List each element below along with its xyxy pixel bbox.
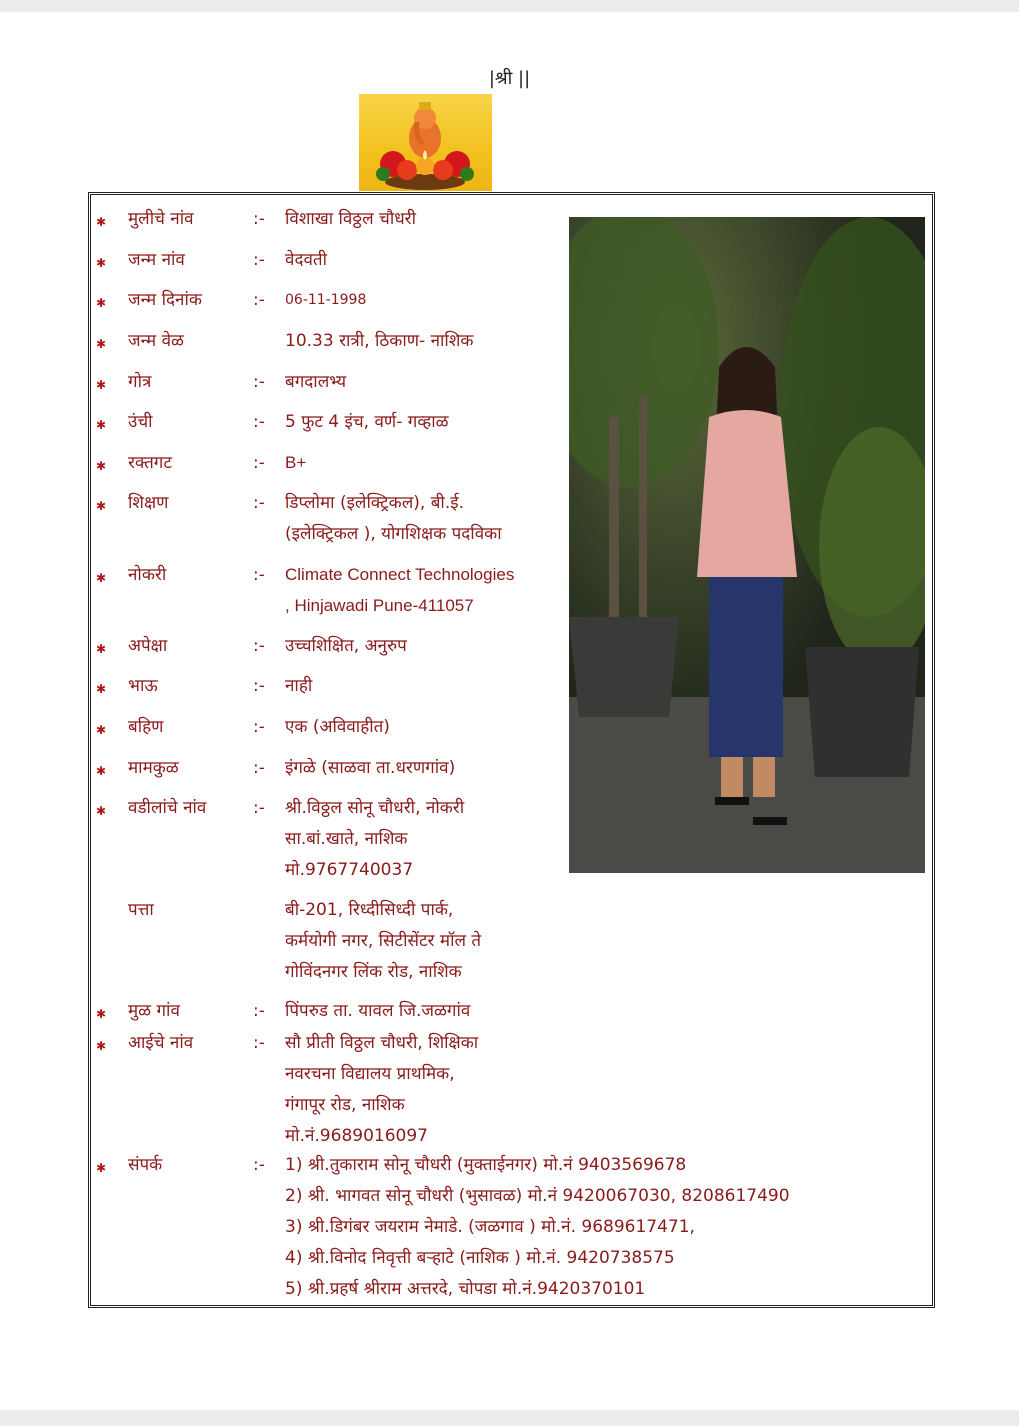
field-value-line: कर्मयोगी नगर, सिटीसेंटर मॉल ते — [285, 931, 482, 951]
field-value-line: नाही — [285, 676, 313, 696]
field-label: रक्तगट — [128, 453, 172, 473]
field-value-line: पिंपरुड ता. यावल जि.जळगांव — [285, 1001, 471, 1021]
field-value-line: उच्चशिक्षित, अनुरुप — [285, 636, 407, 656]
field-value-line: श्री.विठ्ठल सोनू चौधरी, नोकरी — [285, 798, 465, 818]
field-value-line: एक (अविवाहीत) — [285, 717, 390, 737]
biodata-page — [0, 12, 1019, 1410]
field-separator: :- — [253, 372, 265, 392]
field-value-line: बगदालभ्य — [285, 372, 347, 392]
field-value-line: 1) श्री.तुकाराम सोनू चौधरी (मुक्ताईनगर) मो.नं 9403569678 — [285, 1155, 687, 1175]
bullet-star-icon: ✱ — [96, 764, 107, 778]
bullet-star-icon: ✱ — [96, 337, 107, 351]
field-label: उंची — [128, 412, 153, 432]
field-label: जन्म दिनांक — [128, 290, 202, 310]
field-value — [285, 1001, 470, 1032]
field-value-line: 4) श्री.विनोद निवृत्ती बऱ्हाटे (नाशिक ) मो.नं. 9420738575 — [285, 1248, 675, 1268]
field-value-line: सौ प्रीती विठ्ठल चौधरी, शिक्षिका — [285, 1033, 479, 1053]
field-value — [285, 331, 473, 362]
bullet-star-icon: ✱ — [96, 378, 107, 392]
field-label: मुळ गांव — [128, 1001, 180, 1021]
bullet-star-icon: ✱ — [96, 459, 107, 473]
field-separator: :- — [253, 1155, 265, 1175]
bullet-star-icon: ✱ — [96, 1007, 107, 1021]
field-separator: :- — [253, 798, 265, 818]
field-value-line: गंगापूर रोड, नाशिक — [285, 1095, 405, 1115]
field-label: अपेक्षा — [128, 636, 168, 656]
field-value-line: गोविंदनगर लिंक रोड, नाशिक — [285, 962, 462, 982]
field-value — [285, 900, 481, 993]
field-label: बहिण — [128, 717, 164, 737]
field-value — [285, 412, 449, 443]
field-value-line: , Hinjawadi Pune-411057 — [285, 596, 474, 615]
field-value — [285, 717, 390, 748]
field-label: भाऊ — [128, 676, 158, 696]
profile-photo — [569, 217, 925, 873]
field-value-line: विशाखा विठ्ठल चौधरी — [285, 209, 417, 229]
field-separator: :- — [253, 758, 265, 778]
field-value-line: 10.33 रात्री, ठिकाण- नाशिक — [285, 331, 474, 351]
field-value-line: बी-201, रिध्दीसिध्दी पार्क, — [285, 900, 454, 920]
field-value — [285, 290, 366, 321]
bullet-star-icon: ✱ — [96, 499, 107, 513]
bullet-star-icon: ✱ — [96, 642, 107, 656]
field-separator: :- — [253, 290, 265, 310]
field-value-line: डिप्लोमा (इलेक्ट्रिकल), बी.ई. — [285, 493, 464, 513]
field-value-line: नवरचना विद्यालय प्राथमिक, — [285, 1064, 455, 1084]
field-label: पत्ता — [128, 900, 154, 920]
bullet-star-icon: ✱ — [96, 296, 107, 310]
field-label: मुलीचे नांव — [128, 209, 194, 229]
field-separator: :- — [253, 636, 265, 656]
field-separator: :- — [253, 412, 265, 432]
field-label: वडीलांचे नांव — [128, 798, 207, 818]
field-value — [285, 758, 455, 789]
field-value-line: 2) श्री. भागवत सोनू चौधरी (भुसावळ) मो.नं 9420067030, 8208617490 — [285, 1186, 790, 1206]
bullet-star-icon: ✱ — [96, 682, 107, 696]
field-value-line: (इलेक्ट्रिकल ), योगशिक्षक पदविका — [285, 524, 502, 544]
bullet-star-icon: ✱ — [96, 1039, 107, 1053]
field-value — [285, 250, 327, 281]
field-value-line: मो.9767740037 — [285, 860, 414, 880]
bullet-star-icon: ✱ — [96, 1161, 107, 1175]
field-value-line: Climate Connect Technologies — [285, 565, 515, 584]
field-label: जन्म वेळ — [128, 331, 184, 351]
field-label: संपर्क — [128, 1155, 163, 1175]
field-label: शिक्षण — [128, 493, 169, 513]
bullet-star-icon: ✱ — [96, 215, 107, 229]
field-value-line: 5 फुट 4 इंच, वर्ण- गव्हाळ — [285, 412, 449, 432]
field-value — [285, 1033, 478, 1157]
field-value-line: 3) श्री.डिगंबर जयराम नेमाडे. (जळगाव ) मो.नं. 9689617471, — [285, 1217, 695, 1237]
field-separator: :- — [253, 209, 265, 229]
field-label: मामकुळ — [128, 758, 179, 778]
field-value — [285, 798, 464, 891]
field-value — [285, 1155, 790, 1310]
bullet-star-icon: ✱ — [96, 723, 107, 737]
field-separator: :- — [253, 1033, 265, 1053]
ganesha-image — [359, 94, 492, 191]
field-value-line: B+ — [285, 453, 307, 472]
bullet-star-icon: ✱ — [96, 804, 107, 818]
field-value-line: सा.बां.खाते, नाशिक — [285, 829, 408, 849]
bullet-star-icon: ✱ — [96, 418, 107, 432]
field-label: आईचे नांव — [128, 1033, 194, 1053]
page-title: |श्री || — [488, 68, 531, 89]
field-separator: :- — [253, 676, 265, 696]
field-value — [285, 209, 416, 240]
field-value — [285, 453, 306, 484]
field-label: गोत्र — [128, 372, 152, 392]
field-separator: :- — [253, 493, 265, 513]
bullet-star-icon: ✱ — [96, 571, 107, 585]
field-value-line: मो.नं.9689016097 — [285, 1126, 428, 1146]
field-label: जन्म नांव — [128, 250, 185, 270]
field-value — [285, 565, 514, 627]
field-separator: :- — [253, 1001, 265, 1021]
field-value — [285, 493, 502, 555]
field-value-line: इंगळे (साळवा ता.धरणगांव) — [285, 758, 456, 778]
field-label: नोकरी — [128, 565, 167, 585]
field-separator: :- — [253, 250, 265, 270]
field-separator: :- — [253, 565, 265, 585]
field-value-line: 5) श्री.प्रहर्ष श्रीराम अत्तरदे, चोपडा मो.नं.9420370101 — [285, 1279, 646, 1299]
field-value-line: वेदवती — [285, 250, 328, 270]
field-value — [285, 636, 407, 667]
field-value — [285, 676, 312, 707]
bullet-star-icon: ✱ — [96, 256, 107, 270]
field-separator: :- — [253, 453, 265, 473]
field-value — [285, 372, 346, 403]
field-value-line: 06-11-1998 — [285, 292, 367, 308]
field-separator: :- — [253, 717, 265, 737]
